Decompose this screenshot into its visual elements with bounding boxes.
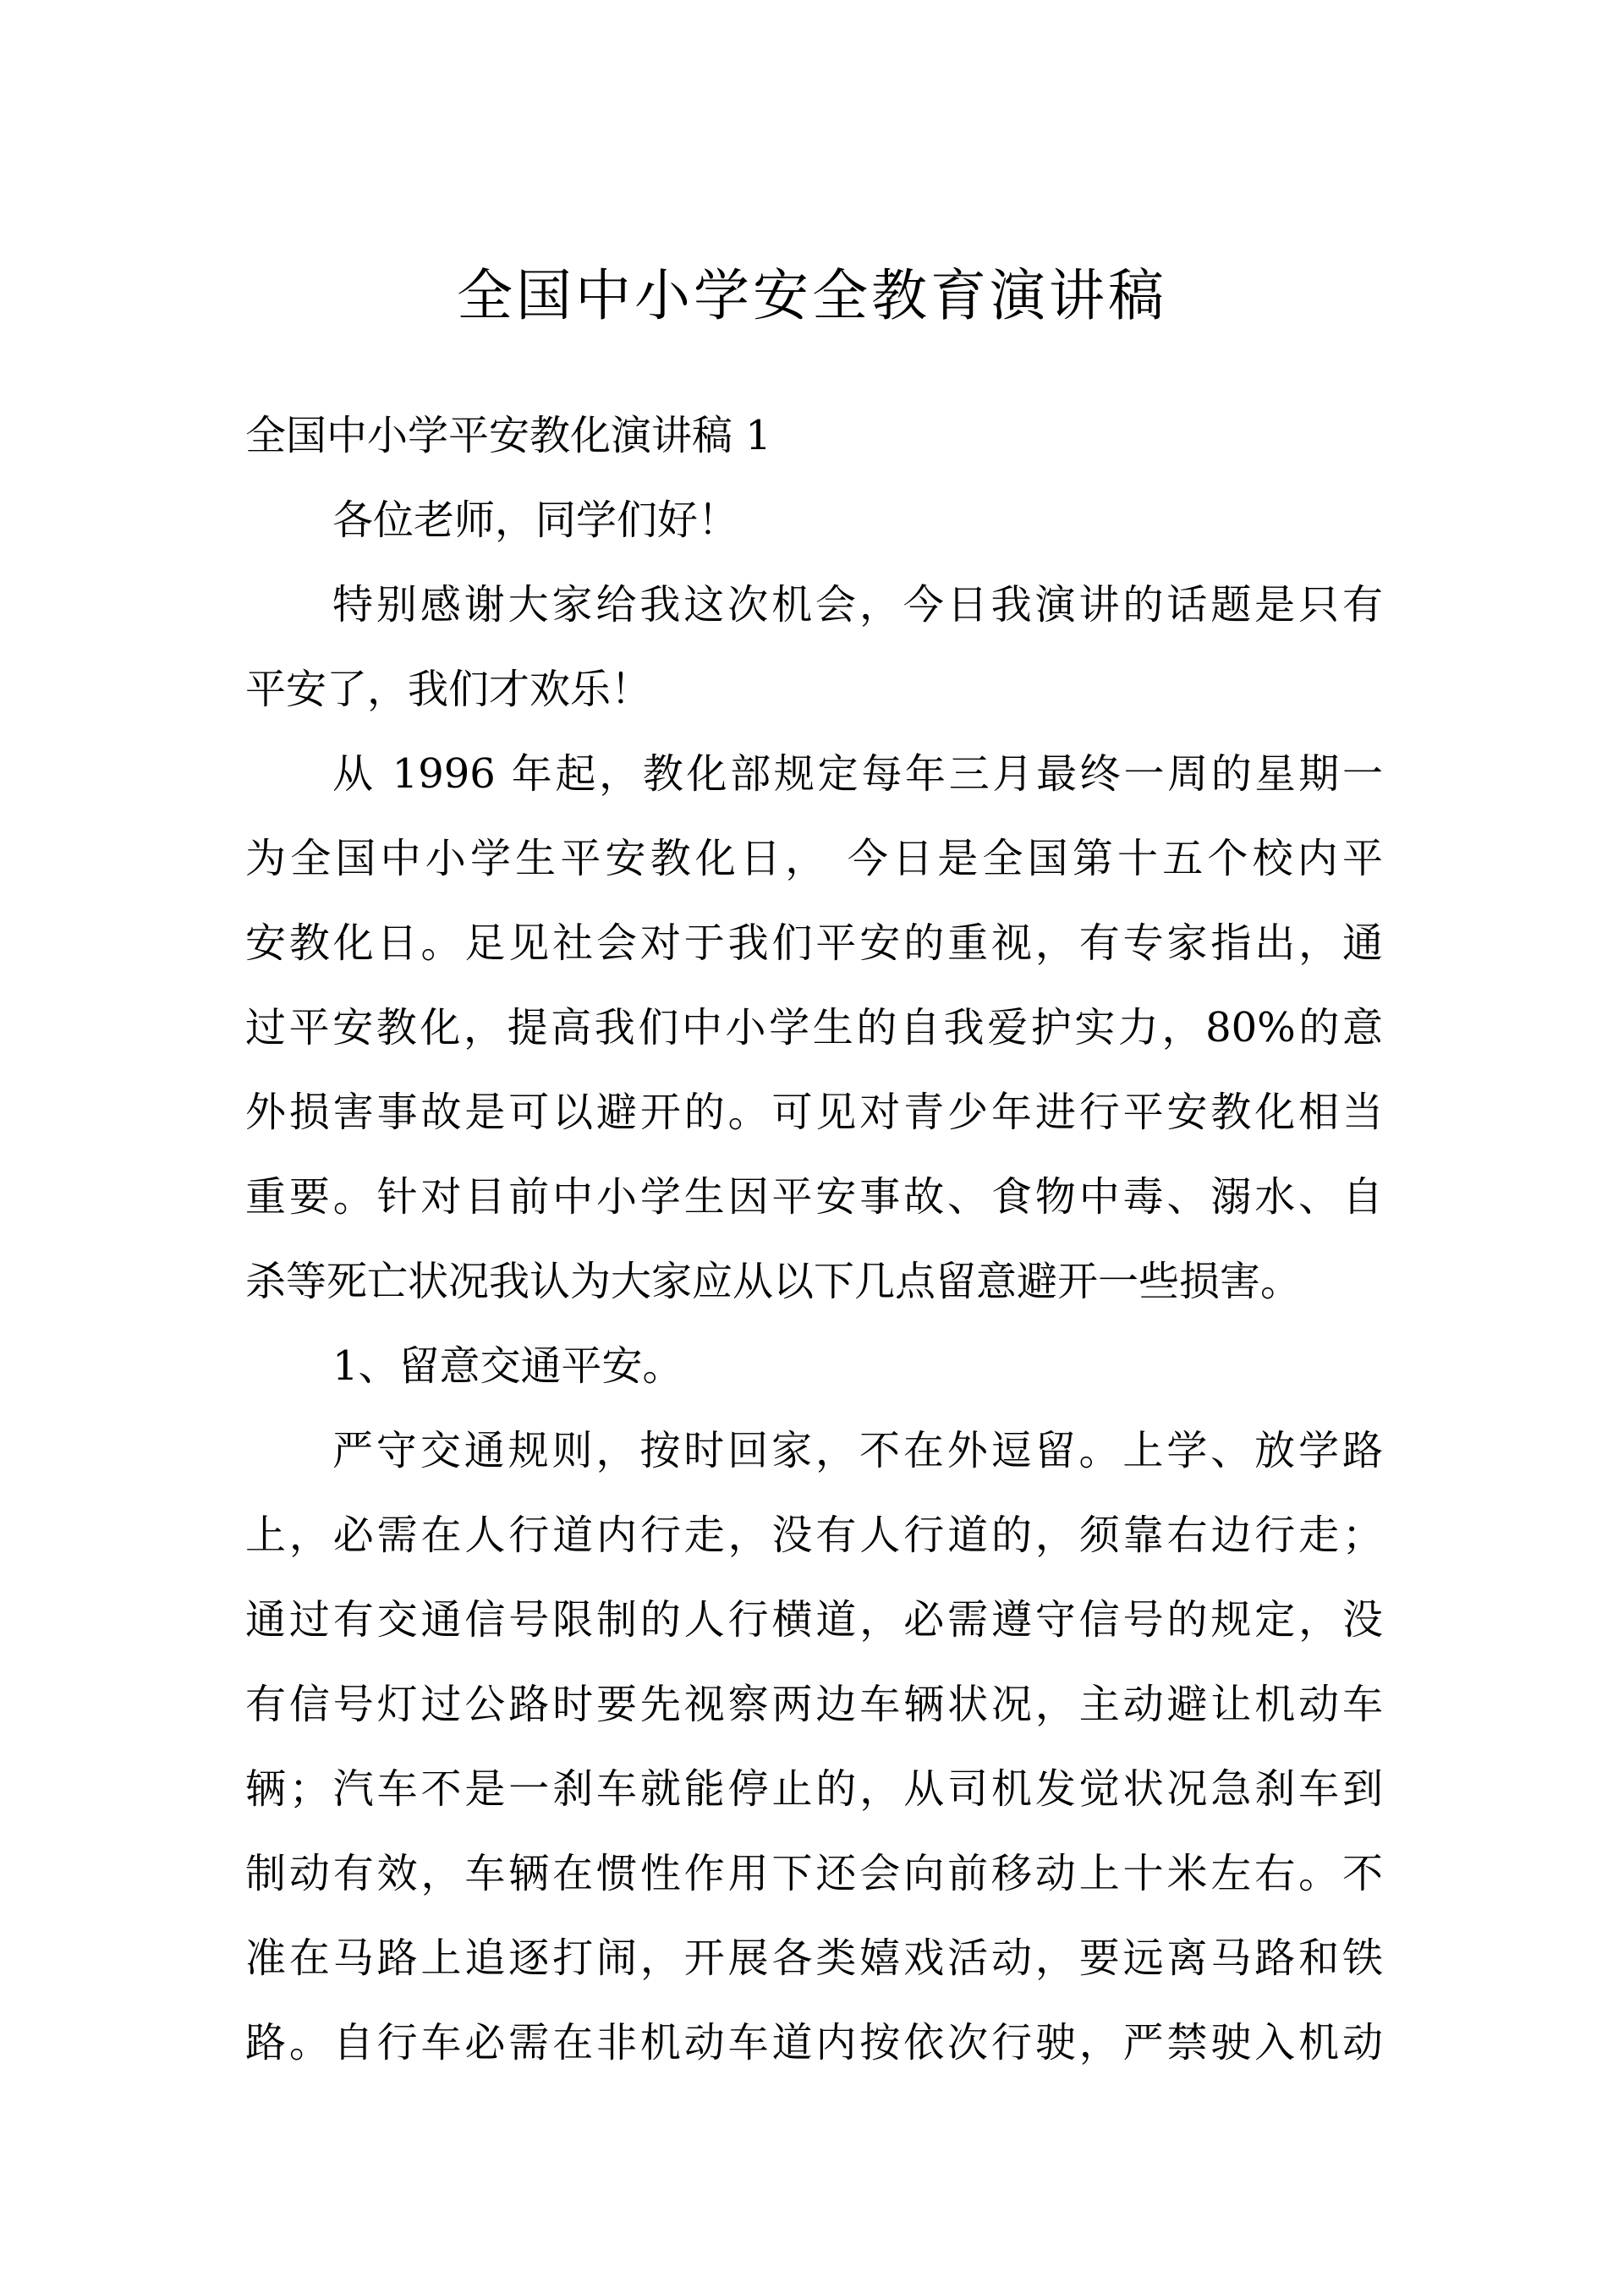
text-line: 辆；汽车不是一刹车就能停止的，从司机发觉状况急刹车到 [245, 1765, 1383, 1813]
text-line: 有信号灯过公路时要先视察两边车辆状况，主动避让机动车 [245, 1681, 1383, 1728]
document-title: 全国中小学安全教育演讲稿 [457, 263, 1167, 328]
text-line: 通过有交通信号限制的人行横道，必需遵守信号的规定，没 [245, 1596, 1383, 1644]
text-line: 外损害事故是可以避开的。可见对青少年进行平安教化相当 [245, 1089, 1383, 1136]
text-line: 全国中小学平安教化演讲稿 1 [245, 412, 771, 459]
text-line: 各位老师，同学们好！ [332, 497, 739, 544]
document-body [245, 393, 1383, 2085]
text-line: 安教化日。足见社会对于我们平安的重视，有专家指出，通 [245, 919, 1383, 967]
text-line: 从 1996 年起，教化部规定每年三月最终一周的星期一 [332, 750, 1383, 798]
text-line: 1、留意交通平安。 [332, 1342, 683, 1390]
text-line: 为全国中小学生平安教化日， 今日是全国第十五个校内平 [245, 835, 1383, 882]
text-line: 过平安教化，提高我们中小学生的自我爱护实力，80%的意 [245, 1004, 1383, 1051]
text-line: 制动有效，车辆在惯性作用下还会向前移动上十米左右。不 [245, 1850, 1383, 1897]
text-line: 上，必需在人行道内行走，没有人行道的，须靠右边行走； [245, 1512, 1383, 1559]
text-line: 特别感谢大家给我这次机会，今日我演讲的话题是只有 [332, 581, 1383, 628]
text-line: 杀等死亡状况我认为大家应从以下几点留意避开一些损害。 [245, 1258, 1302, 1305]
text-line: 严守交通规则，按时回家，不在外逗留。上学、放学路 [332, 1427, 1383, 1474]
text-line: 平安了，我们才欢乐！ [245, 666, 652, 713]
text-line: 重要。针对目前中小学生因平安事故、食物中毒、溺水、自 [245, 1173, 1383, 1221]
text-line: 路。自行车必需在非机动车道内按依次行驶，严禁驶入机动 [245, 2019, 1383, 2066]
text-line: 准在马路上追逐打闹，开展各类嬉戏活动，要远离马路和铁 [245, 1935, 1383, 1982]
